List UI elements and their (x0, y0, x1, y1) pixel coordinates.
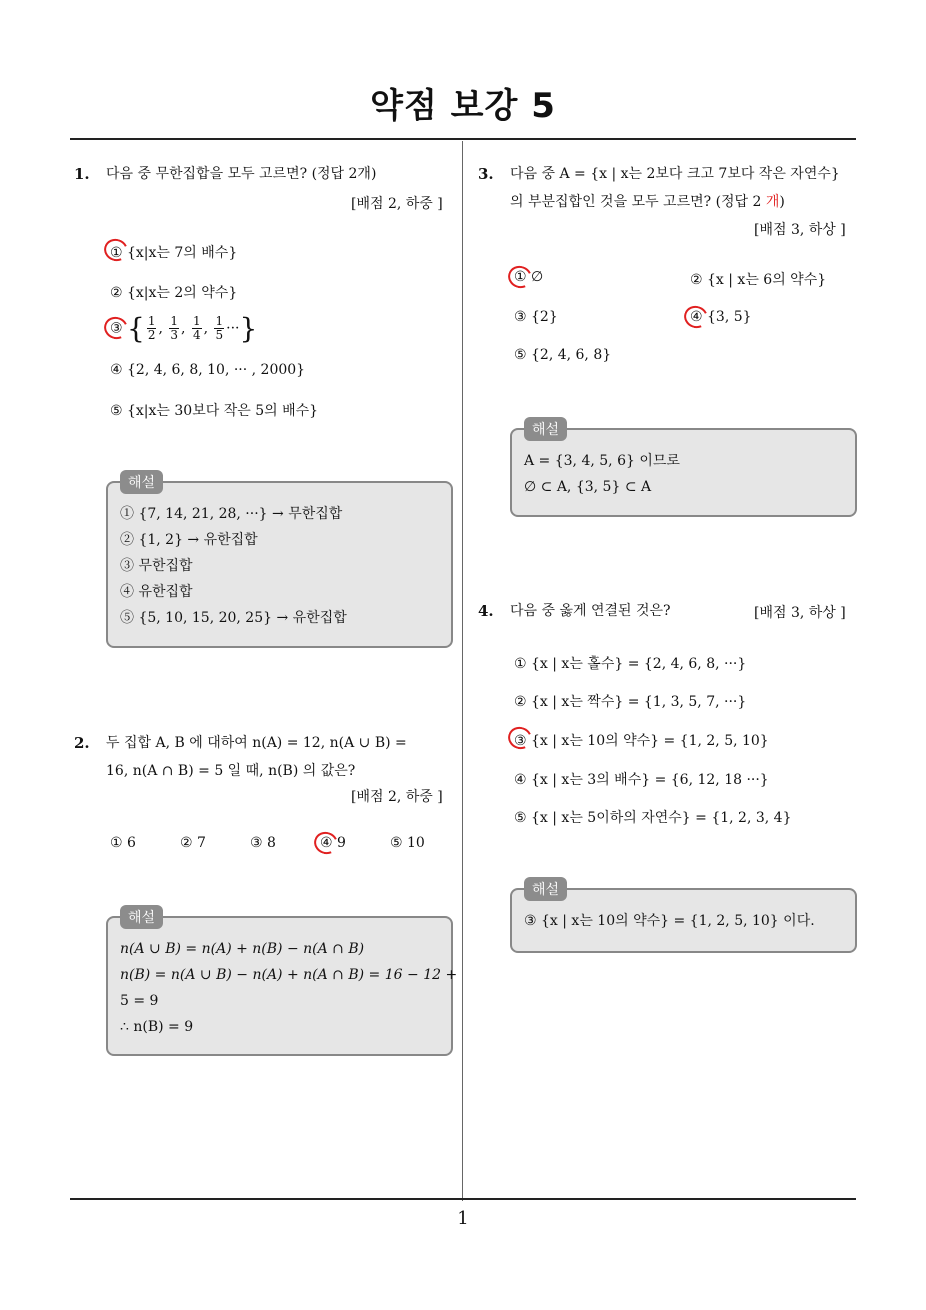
q1-option-3-label: ③ (110, 320, 123, 337)
q3-text-line-2: 의 부분집합인 것을 모두 고르면? (정답 2 개) (510, 194, 785, 210)
q2-solution-line-4: ∴ n(B) = 9 (120, 1019, 194, 1035)
q1-frac-2: $\frac{1}{3}$ (170, 314, 179, 342)
q4-option-3[interactable]: ③ {x | x는 10의 약수} = {1, 2, 5, 10} (514, 733, 769, 749)
q2-option-1[interactable]: ① 6 (110, 835, 136, 851)
q2-answer-mark-4 (311, 829, 341, 858)
q2-solution-line-1: n(A ∪ B) = n(A) + n(B) − n(A ∩ B) (120, 941, 365, 957)
q3-number: 3. (478, 165, 494, 183)
q4-option-4[interactable]: ④ {x | x는 3의 배수} = {6, 12, 18 ···} (514, 772, 769, 788)
q1-solution-line-2: ② {1, 2} → 유한집합 (120, 532, 258, 548)
q1-frac-4: $\frac{1}{5}$ (215, 314, 224, 342)
q3-answer-mark-4 (681, 303, 711, 332)
q3-solution-line-1: A = {3, 4, 5, 6} 이므로 (524, 453, 680, 469)
q4-text: 다음 중 옳게 연결된 것은? (510, 603, 671, 619)
q3-answer-mark-1 (505, 263, 535, 292)
q2-option-5[interactable]: ⑤ 10 (390, 835, 425, 851)
q1-option-2[interactable]: ② {x|x는 2의 약수} (110, 285, 238, 301)
column-divider (462, 141, 463, 1201)
q1-frac-3: $\frac{1}{4}$ (192, 314, 201, 342)
q1-solution-box (106, 475, 453, 648)
q4-option-5[interactable]: ⑤ {x | x는 5이하의 자연수} = {1, 2, 3, 4} (514, 810, 792, 826)
q1-solution-line-4: ④ 유한집합 (120, 584, 193, 600)
q2-option-2[interactable]: ② 7 (180, 835, 206, 851)
q2-text-line-2: 16, n(A ∩ B) = 5 일 때, n(B) 의 값은? (106, 763, 356, 779)
q1-option-1[interactable]: ① {x|x는 7의 배수} (110, 245, 238, 261)
q1-solution-line-5: ⑤ {5, 10, 15, 20, 25} → 유한집합 (120, 610, 347, 626)
q3-meta: [배점 3, 하상 ] (754, 222, 846, 238)
q3-option-5[interactable]: ⑤ {2, 4, 6, 8} (514, 347, 612, 363)
q4-meta: [배점 3, 하상 ] (754, 605, 846, 621)
q4-solution-tag: 해설 (524, 877, 567, 901)
q2-solution-tag: 해설 (120, 905, 163, 929)
q1-option-5[interactable]: ⑤ {x|x는 30보다 작은 5의 배수} (110, 403, 319, 419)
q3-option-2[interactable]: ② {x | x는 6의 약수} (690, 272, 827, 288)
q1-frac-1: $\frac{1}{2}$ (147, 314, 156, 342)
q1-solution-line-1: ① {7, 14, 21, 28, ···} → 무한집합 (120, 506, 343, 522)
q3-solution-tag: 해설 (524, 417, 567, 441)
q1-option-3[interactable]: ③ { $\frac{1}{2}$ , $\frac{1}{3}$ , $\frac{1}{4}$ , $\frac{1}{5}$ ···} (110, 312, 258, 345)
q3-option-4[interactable]: ④ {3, 5} (690, 309, 752, 325)
q4-option-1[interactable]: ① {x | x는 홀수} = {2, 4, 6, 8, ···} (514, 656, 747, 672)
q1-meta: [배점 2, 하중 ] (351, 196, 443, 212)
q2-text-line-1: 두 집합 A, B 에 대하여 n(A) = 12, n(A ∪ B) = (106, 735, 407, 751)
q2-solution-box (106, 910, 458, 1056)
q2-option-4[interactable]: ④ 9 (320, 835, 346, 851)
q3-option-1[interactable]: ① ∅ (514, 269, 544, 285)
q4-number: 4. (478, 602, 494, 620)
q2-meta: [배점 2, 하중 ] (351, 789, 443, 805)
q1-solution-line-3: ③ 무한집합 (120, 558, 193, 574)
q1-number: 1. (74, 165, 90, 183)
q2-solution-line-3: 5 = 9 (120, 993, 159, 1009)
q2-number: 2. (74, 734, 90, 752)
q3-solution-box (510, 422, 857, 517)
q2-solution-line-2: n(B) = n(A ∪ B) − n(A) + n(A ∩ B) = 16 − 12 + (120, 967, 458, 983)
page-title: 약점 보강 5 (370, 86, 556, 126)
page-number: 1 (457, 1208, 469, 1229)
q4-solution-line-1: ③ {x | x는 10의 약수} = {1, 2, 5, 10} 이다. (524, 913, 815, 929)
q1-solution-tag: 해설 (120, 470, 163, 494)
q1-option-4[interactable]: ④ {2, 4, 6, 8, 10, ··· , 2000} (110, 362, 306, 378)
q3-option-3[interactable]: ③ {2} (514, 309, 558, 325)
top-rule (70, 138, 856, 140)
bottom-rule (70, 1198, 856, 1200)
q3-text-line-1: 다음 중 A = {x | x는 2보다 크고 7보다 작은 자연수} (510, 166, 840, 182)
q4-solution-box (510, 882, 857, 953)
q1-text: 다음 중 무한집합을 모두 고르면? (정답 2개) (106, 166, 377, 182)
q3-solution-line-2: ∅ ⊂ A, {3, 5} ⊂ A (524, 479, 652, 495)
q3-text-red: 개 (765, 194, 780, 210)
q4-option-2[interactable]: ② {x | x는 짝수} = {1, 3, 5, 7, ···} (514, 694, 747, 710)
q2-option-3[interactable]: ③ 8 (250, 835, 276, 851)
